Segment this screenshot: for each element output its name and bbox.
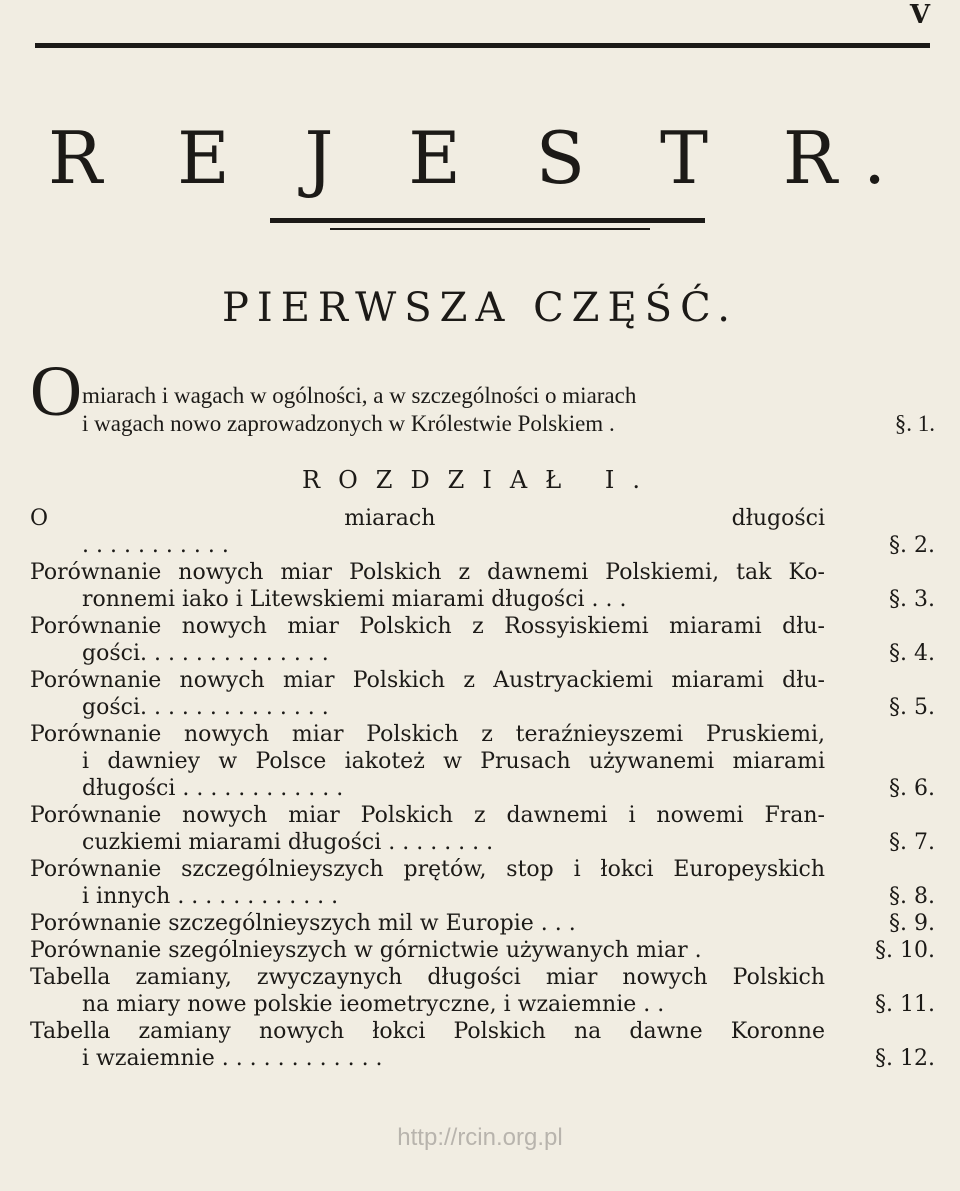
section-ref: §. 6. [889, 776, 935, 801]
chapter-heading: ROZDZIAŁ I. [302, 466, 658, 494]
toc-entry [30, 559, 935, 613]
toc-entry [30, 505, 935, 559]
toc-entry-line: Porównanie szczególnieyszych prętów, stop i łokci Europeyskich [30, 857, 825, 882]
section-ref: §. 9. [889, 911, 935, 936]
toc-entry-line: gości. . . . . . . . . . . . . . [82, 641, 329, 666]
toc-entry [30, 667, 935, 721]
page-number: V [909, 0, 930, 30]
section-ref: §. 3. [889, 587, 935, 612]
toc-entry [30, 964, 935, 1018]
toc-entry-line: i innych . . . . . . . . . . . . [82, 884, 339, 909]
toc-entry-line: . . . . . . . . . . . [82, 533, 229, 558]
toc-entry-line: Tabella zamiany, zwyczaynych długości miar nowych Polskich [30, 965, 825, 990]
toc-entry [30, 613, 935, 667]
section-ref: §. 5. [889, 695, 935, 720]
toc-entry [30, 937, 935, 964]
section-ref: §. 4. [889, 641, 935, 666]
intro-section-ref: §. 1. [894, 411, 935, 436]
toc-entry-line: Porównanie nowych miar Polskich z Austryackiemi miarami dłu- [30, 668, 825, 693]
toc-entry-line: Porównanie nowych miar Polskich z teraźnieyszemi Pruskiemi, [30, 722, 825, 747]
drop-cap: O [30, 351, 82, 431]
toc-entry-line: cuzkiemi miarami długości . . . . . . . . [82, 830, 494, 855]
toc-entry-line: gości. . . . . . . . . . . . . . [82, 695, 329, 720]
section-ref: §. 8. [889, 884, 935, 909]
watermark-url: http://rcin.org.pl [397, 1124, 563, 1151]
intro-line-2: i wagach nowo zaprowadzonych w Królestwie Polskiem . [82, 411, 615, 436]
toc-entry [30, 1018, 935, 1072]
toc-entry [30, 856, 935, 910]
top-rule [35, 43, 930, 48]
section-ref: §. 10. [875, 938, 935, 963]
ornament-rule-thin [330, 228, 650, 230]
toc-entry-line: na miary nowe polskie ieometryczne, i wzaiemnie . . [82, 992, 665, 1017]
section-ref: §. 2. [889, 533, 935, 558]
toc-entry [30, 721, 935, 802]
toc-entry [30, 910, 935, 937]
toc-entry-line: ronnemi iako i Litewskiemi miarami długości . . . [82, 587, 627, 612]
toc-entry-line: O miarach długości [30, 506, 825, 531]
section-ref: §. 7. [889, 830, 935, 855]
toc-entry-line: i wzaiemnie . . . . . . . . . . . . [82, 1046, 383, 1071]
toc-entry-line: Porównanie nowych miar Polskich z Rossyiskiemi miarami dłu- [30, 614, 825, 639]
ornament-rule [270, 218, 705, 223]
toc-entry-line: Porównanie nowych miar Polskich z dawnemi Polskiemi, tak Ko- [30, 560, 825, 585]
toc-entry-line: i dawniey w Polsce iakoteż w Prusach używanemi miarami [82, 749, 825, 774]
toc-entry-line: Porównanie szególnieyszych w górnictwie używanych miar . [30, 938, 702, 963]
toc-entry-line: długości . . . . . . . . . . . . [82, 776, 344, 801]
section-ref: §. 12. [875, 1046, 935, 1071]
toc-entry-line: Porównanie szczególnieyszych mil w Europie . . . [30, 911, 576, 936]
part-heading: PIERWSZA CZĘŚĆ. [222, 285, 738, 331]
intro-line-1: miarach i wagach w ogólności, a w szczególności o miarach [82, 383, 637, 408]
toc-entry-line: Porównanie nowych miar Polskich z dawnemi i nowemi Fran- [30, 803, 825, 828]
toc-entry [30, 802, 935, 856]
toc-entries [30, 505, 935, 1072]
page-title: R E J E S T R. [48, 116, 912, 200]
toc-entry-line: Tabella zamiany nowych łokci Polskich na dawne Koronne [30, 1019, 825, 1044]
section-ref: §. 11. [875, 992, 935, 1017]
